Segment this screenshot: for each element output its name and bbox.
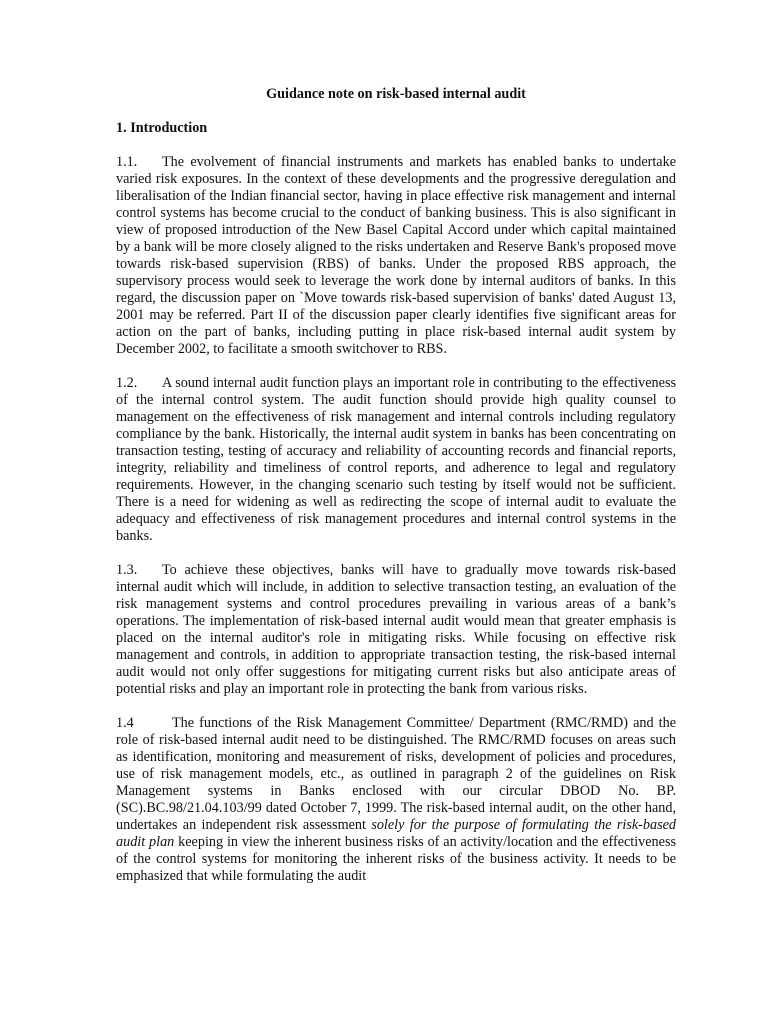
paragraph-text: The evolvement of financial instruments and markets has enabled banks to undertake varied risk exposures. In the context of these developments and the progressive deregulation and liberalisation of the Indian financial sector, having in place effective risk management and internal control systems has become crucial to the conduct of banking business. This is also significant in view of proposed introduction of the New Basel Capital Accord under which capital maintained by a bank will be more closely aligned to the risks undertaken and Reserve Bank's proposed move towards risk-based supervision (RBS) of banks. Under the proposed RBS approach, the supervisory process would seek to leverage the work done by internal auditors of banks. In this regard, the discussion paper on `Move towards risk-based supervision of banks' dated August 13, 2001 may be referred. Part II of the discussion paper clearly identifies five significant areas for action on the part of banks, including putting in place risk-based internal audit system by December 2002, to facilitate a smooth switchover to RBS.: [116, 154, 676, 357]
paragraph-1-1: [116, 154, 676, 358]
paragraph-number: 1.3.: [116, 562, 138, 578]
paragraph-emphasis: solely for the purpose of formulating the risk-based audit plan: [116, 817, 676, 850]
paragraph-1-3: [116, 562, 676, 698]
section-heading-introduction: 1. Introduction: [116, 120, 208, 136]
paragraph-1-4: [116, 715, 676, 885]
paragraph-number: 1.4: [116, 715, 134, 731]
paragraph-number: 1.2.: [116, 375, 138, 391]
document-body: [116, 86, 676, 885]
paragraph-text: A sound internal audit function plays an important role in contributing to the effectiveness of the internal control system. The audit function should provide high quality counsel to management on the effectiveness of risk management and internal controls including regulatory compliance by the bank. Historically, the internal audit system in banks has been concentrating on transaction testing, testing of accuracy and reliability of accounting records and financial reports, integrity, reliability and timeliness of control reports, and adherence to legal and regulatory requirements. However, in the changing scenario such testing by itself would not be sufficient. There is a need for widening as well as redirecting the scope of internal audit to evaluate the adequacy and effectiveness of risk management procedures and internal control systems in the banks.: [116, 375, 676, 544]
document-title: Guidance note on risk-based internal audit: [266, 86, 526, 102]
paragraph-text: To achieve these objectives, banks will have to gradually move towards risk-based internal audit which will include, in addition to selective transaction testing, an evaluation of the risk management systems and control procedures prevailing in various areas of a bank’s operations. The implementation of risk-based internal audit would mean that greater emphasis is placed on the internal auditor's role in mitigating risks. While focusing on effective risk management and controls, in addition to appropriate transaction testing, the risk-based internal audit would not only offer suggestions for mitigating current risks but also anticipate areas of potential risks and play an important role in protecting the bank from various risks.: [116, 562, 676, 697]
paragraph-text: The functions of the Risk Management Committee/ Department (RMC/RMD) and the role of risk-based internal audit need to be distinguished. The RMC/RMD focuses on areas such as identification, monitoring and measurement of risks, development of policies and procedures, use of risk management models, etc., as outlined in paragraph 2 of the guidelines on Risk Management systems in Banks enclosed with our circular DBOD No. BP.(SC).BC.98/21.04.103/99 dated October 7, 1999. The risk-based internal audit, on the other hand, undertakes an independent risk assessment: [116, 715, 676, 833]
paragraph-text-continued: keeping in view the inherent business risks of an activity/location and the effectiveness of the control systems for monitoring the inherent risks of the business activity. It needs to be emphasized that while formulating the audit: [116, 834, 676, 884]
paragraph-1-2: [116, 375, 676, 545]
paragraph-number: 1.1.: [116, 154, 138, 170]
